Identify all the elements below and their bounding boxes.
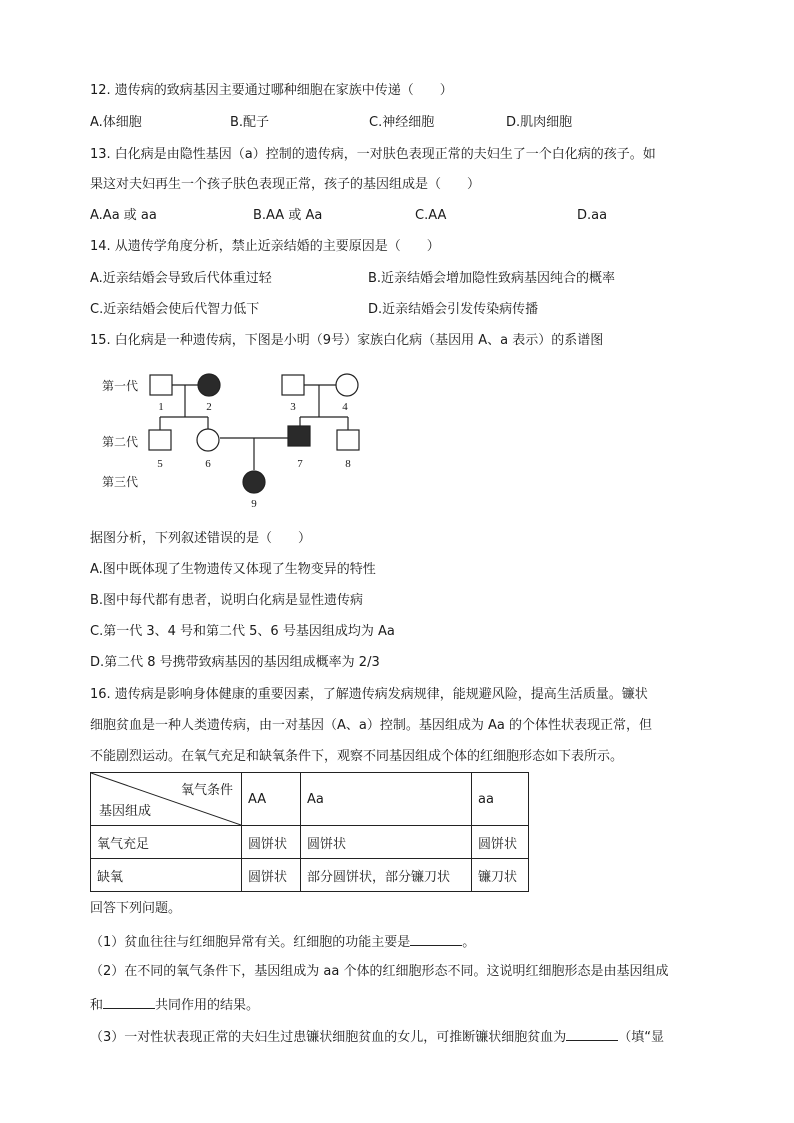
q14-option-b: B.近亲结婚会增加隐性致病基因纯合的概率 [368, 271, 616, 286]
individual-3-male [282, 375, 304, 395]
header-aa-recessive: aa [472, 773, 529, 826]
q13-option-b: B.AA 或 Aa [253, 208, 323, 223]
q13-option-d: D.aa [577, 208, 608, 223]
q16-sub2-pre: 和 [90, 998, 104, 1013]
table-cell: 圆饼状 [472, 826, 529, 859]
q16-sub3 [90, 1026, 664, 1047]
individual-2-female-affected [198, 374, 220, 396]
individual-6-female [197, 429, 219, 451]
q16-sub1-text: （1）贫血往往与红细胞异常有关。红细胞的功能主要是 [90, 935, 411, 950]
corner-bottom-label: 基因组成 [99, 804, 152, 819]
q12-stem: 12. 遗传病的致病基因主要通过哪种细胞在家族中传递（ ） [90, 83, 453, 98]
q13-stem-line2: 果这对夫妇再生一个孩子肤色表现正常，孩子的基因组成是（ ） [90, 177, 481, 192]
gen-label-1: 第一代 [102, 379, 139, 393]
answer-blank-2[interactable] [103, 994, 155, 1009]
q12-option-c: C.神经细胞 [369, 115, 435, 130]
table-cell: 圆饼状 [242, 859, 301, 892]
table-row [91, 859, 529, 892]
q16-para-line2: 细胞贫血是一种人类遗传病，由一对基因（A、a）控制。基因组成为 Aa 的个体性状表现正常，但 [90, 718, 652, 733]
q13-stem-line1: 13. 白化病是由隐性基因（a）控制的遗传病，一对肤色表现正常的夫妇生了一个白化病的孩子。如 [90, 147, 656, 162]
table-cell: 圆饼状 [242, 826, 301, 859]
q16-answer-intro: 回答下列问题。 [90, 901, 182, 916]
q16-para-line3: 不能剧烈运动。在氧气充足和缺氧条件下，观察不同基因组成个体的红细胞形态如下表所示。 [90, 749, 624, 764]
individual-number-4: 4 [342, 401, 348, 413]
answer-blank-3[interactable] [566, 1026, 618, 1041]
header-aa-dominant: AA [242, 773, 301, 826]
corner-top-label: 氧气条件 [180, 783, 233, 798]
table-row [91, 826, 529, 859]
individual-number-2: 2 [206, 401, 212, 413]
gen-label-2: 第二代 [102, 435, 139, 449]
q14-option-c: C.近亲结婚会使后代智力低下 [90, 302, 260, 317]
q16-sub3-post: （填“显 [618, 1030, 665, 1045]
individual-number-8: 8 [345, 458, 351, 470]
q12-option-b: B.配子 [230, 115, 270, 130]
individual-number-7: 7 [297, 458, 303, 470]
q16-sub2-line2 [90, 994, 259, 1015]
table-header-row [91, 773, 529, 826]
q15-question: 据图分析，下列叙述错误的是（ ） [90, 531, 312, 546]
individual-number-9: 9 [251, 498, 257, 510]
individual-number-3: 3 [290, 401, 296, 413]
q12-option-a: A.体细胞 [90, 115, 142, 130]
answer-blank-1[interactable] [410, 931, 462, 946]
individual-number-6: 6 [205, 458, 211, 470]
q15-option-b: B.图中每代都有患者，说明白化病是显性遗传病 [90, 593, 364, 608]
table-cell: 圆饼状 [301, 826, 472, 859]
gen-label-3: 第三代 [102, 475, 139, 489]
individual-7-male-affected [288, 426, 310, 446]
q15-stem: 15. 白化病是一种遗传病，下图是小明（9号）家族白化病（基因用 A、a 表示）的系谱图 [90, 333, 604, 348]
q16-sub1 [90, 931, 475, 952]
row-label-oxygen-sufficient: 氧气充足 [91, 826, 242, 859]
q16-sub2-post: 共同作用的结果。 [155, 998, 260, 1013]
q12-option-d: D.肌肉细胞 [506, 115, 573, 130]
individual-9-female-affected [243, 471, 265, 493]
individual-number-1: 1 [158, 401, 164, 413]
q15-option-a: A.图中既体现了生物遗传又体现了生物变异的特性 [90, 562, 376, 577]
q14-stem: 14. 从遗传学角度分析，禁止近亲结婚的主要原因是（ ） [90, 239, 440, 254]
q15-option-c: C.第一代 3、4 号和第二代 5、6 号基因组成均为 Aa [90, 624, 395, 639]
individual-number-5: 5 [157, 458, 163, 470]
red-cell-shape-table [90, 772, 529, 892]
table-corner-cell [91, 773, 242, 826]
q16-sub1-end: 。 [462, 935, 476, 950]
individual-5-male [149, 430, 171, 450]
q14-option-a: A.近亲结婚会导致后代体重过轻 [90, 271, 272, 286]
q14-option-d: D.近亲结婚会引发传染病传播 [368, 302, 539, 317]
individual-1-male [150, 375, 172, 395]
table-cell: 镰刀状 [472, 859, 529, 892]
pedigree-chart [90, 360, 390, 520]
individual-4-female [336, 374, 358, 396]
table-cell: 部分圆饼状，部分镰刀状 [301, 859, 472, 892]
q13-option-c: C.AA [415, 208, 447, 223]
header-aa-hetero: Aa [301, 773, 472, 826]
q16-sub3-pre: （3）一对性状表现正常的夫妇生过患镰状细胞贫血的女儿，可推断镰状细胞贫血为 [90, 1030, 567, 1045]
individual-8-male [337, 430, 359, 450]
q16-sub2-line1: （2）在不同的氧气条件下，基因组成为 aa 个体的红细胞形态不同。这说明红细胞形态是由基因组成 [90, 964, 669, 979]
q13-option-a: A.Aa 或 aa [90, 208, 157, 223]
row-label-hypoxia: 缺氧 [91, 859, 242, 892]
q15-option-d: D.第二代 8 号携带致病基因的基因组成概率为 2/3 [90, 655, 380, 670]
q16-para-line1: 16. 遗传病是影响身体健康的重要因素，了解遗传病发病规律，能规避风险，提高生活质量。镰状 [90, 687, 648, 702]
